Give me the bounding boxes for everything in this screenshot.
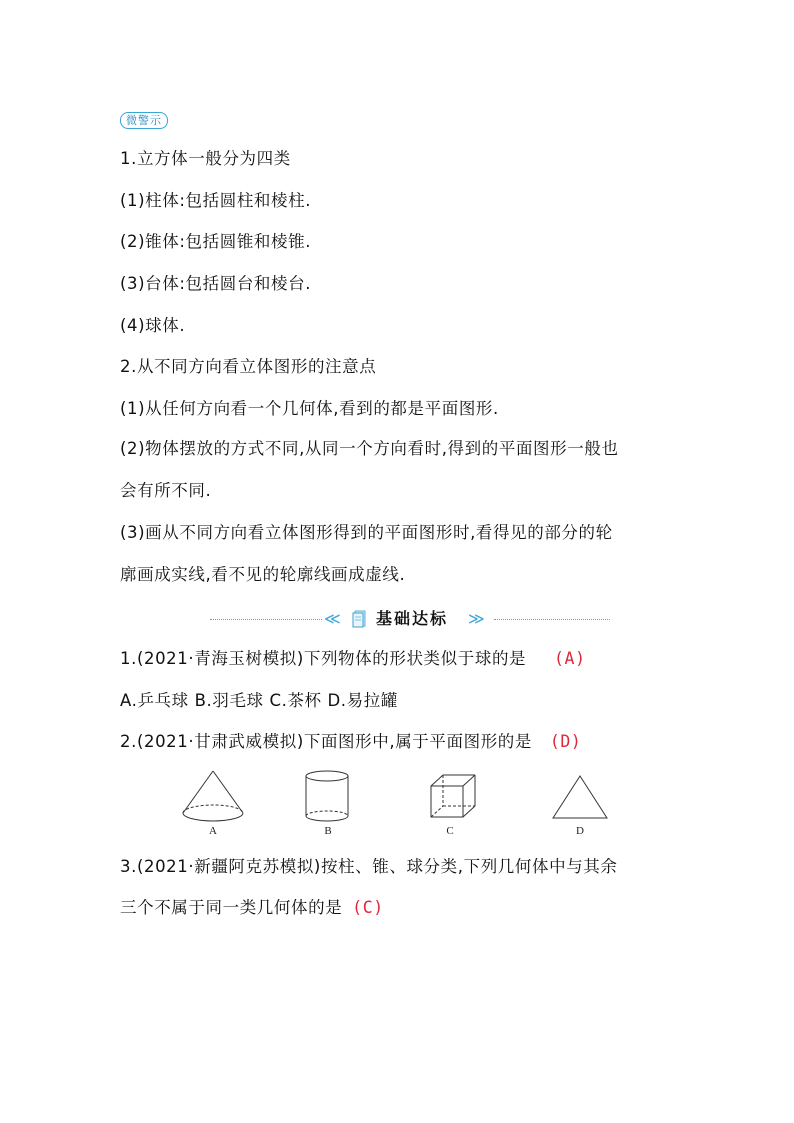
note-line-6: 2.从不同方向看立体图形的注意点: [120, 357, 377, 376]
shape-figures: [0, 765, 794, 845]
note-line-8: (2)物体摆放的方式不同,从同一个方向看时,得到的平面图形一般也: [120, 439, 619, 458]
triangle-figure: [551, 773, 609, 821]
figure-label-c: C: [446, 825, 454, 837]
caution-badge: 微警示: [120, 112, 168, 129]
divider-dots-right: [494, 619, 610, 620]
right-chevrons: ≫: [468, 609, 485, 628]
cube-figure: [428, 773, 478, 819]
note-line-4: (3)台体:包括圆台和棱台.: [120, 274, 312, 293]
question-1: [120, 649, 586, 669]
question-1-text: 1.(2021·青海玉树模拟)下列物体的形状类似于球的是: [120, 649, 527, 668]
section-divider: [210, 608, 610, 630]
question-2: [120, 732, 581, 752]
divider-dots-left: [210, 619, 322, 620]
note-line-11: 廓画成实线,看不见的轮廓线画成虚线.: [120, 565, 406, 584]
question-2-answer: (D): [549, 732, 582, 751]
note-line-10: (3)画从不同方向看立体图形得到的平面图形时,看得见的部分的轮: [120, 523, 613, 542]
note-line-7: (1)从任何方向看一个几何体,看到的都是平面图形.: [120, 399, 499, 418]
question-3-text: 三个不属于同一类几何体的是: [120, 898, 343, 917]
figure-label-b: B: [324, 825, 332, 837]
cylinder-figure: [302, 769, 352, 825]
figure-label-d: D: [576, 825, 584, 837]
question-1-options: A.乒乓球 B.羽毛球 C.茶杯 D.易拉罐: [120, 691, 398, 710]
section-title: 基础达标: [376, 609, 449, 628]
cone-figure: [180, 769, 246, 825]
note-line-3: (2)锥体:包括圆锥和棱锥.: [120, 232, 312, 251]
book-icon: [352, 610, 367, 628]
figure-label-a: A: [209, 825, 217, 837]
note-line-9: 会有所不同.: [120, 481, 212, 500]
question-2-text: 2.(2021·甘肃武威模拟)下面图形中,属于平面图形的是: [120, 732, 532, 751]
note-line-5: (4)球体.: [120, 316, 186, 335]
question-3-line-1: 3.(2021·新疆阿克苏模拟)按柱、锥、球分类,下列几何体中与其余: [120, 857, 618, 876]
question-3-line-2: [120, 898, 384, 918]
question-3-answer: (C): [352, 898, 384, 917]
left-chevrons: ≪: [324, 609, 341, 628]
note-line-2: (1)柱体:包括圆柱和棱柱.: [120, 191, 312, 210]
note-line-1: 1.立方体一般分为四类: [120, 149, 291, 168]
question-1-answer: (A): [554, 649, 586, 668]
